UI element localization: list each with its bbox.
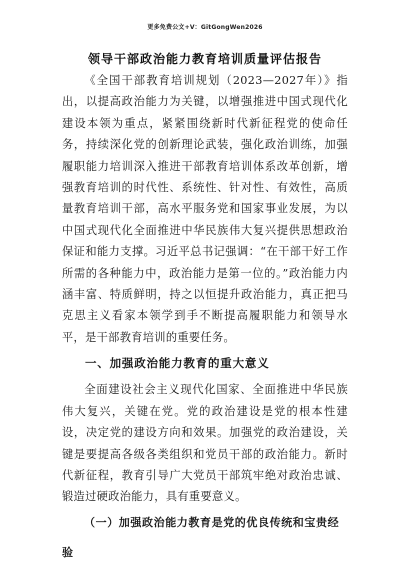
document-body — [62, 70, 348, 568]
section-paragraph: 全面建设社会主义现代化国家、全面推进中华民族伟大复兴，关键在党。党的政治建设是党的根本性建设，决定党的建设方向和效果。加强党的政治建设，关键是要提高各级各类组织和党员干部的政治能力。新时代新征程，教育引导广大党员干部筑牢绝对政治忠诚、锻造过硬政治能力，具有重要意义。 — [62, 383, 348, 504]
subsection-heading: （一）加强政治能力教育是党的优良传统和宝贵经验 — [62, 515, 340, 559]
document-title: 领导干部政治能力教育培训质量评估报告 — [87, 52, 322, 66]
intro-paragraph: 《全国干部教育培训规划（2023—2027年）》指出，以提高政治能力为关键，以增强推进中国式现代化建设本领为重点，紧紧围绕新时代新征程党的使命任务，持续深化党的创新理论武装，强化政治训练，加强履职能力培训深入推进干部教育培训体系改革创新，增强教育培训的时代性、系统性、针对性、有效性，高质量教育培训干部，高水平服务党和国家事业发展，为以中国式现代化全面推进中华民族伟大复兴提供思想政治保证和能力支撑。习近平总书记强调：“在干部干好工作所需的各种能力中，政治能力是第一位的。”政治能力内涵丰富、特质鲜明，持之以恒提升政治能力，真正把马克思主义看家本领学到手不断提高履职能力和领导水平，是干部教育培训的重要任务。 — [62, 74, 348, 344]
section-heading: 一、加强政治能力教育的重大意义 — [85, 356, 270, 371]
header-note: 更多免费公文+V：GitGongWen2026 — [147, 24, 263, 31]
